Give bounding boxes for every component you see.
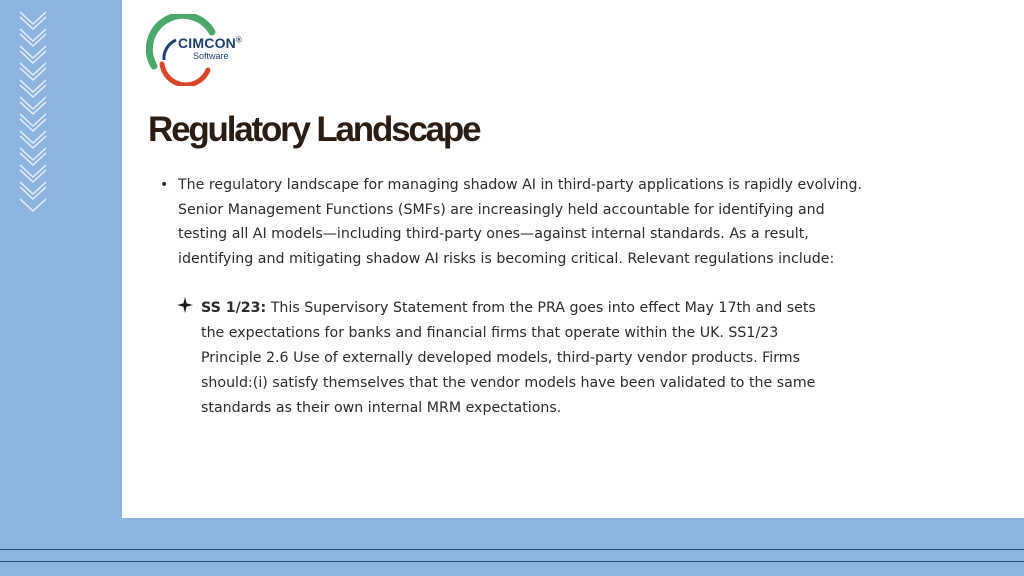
regulation-description: This Supervisory Statement from the PRA goes into effect May 17th and sets the expectations for banks and financial firms that operate within the UK. SS1/23 Principle 2.6 Use of externally developed models, third-party vendor products. Firms should:(i) satisfy themselves that the vendor models have been validated to the same standards as their own internal MRM expectations.	[201, 300, 816, 416]
bullet-marker: •	[160, 177, 169, 193]
logo-subtitle: Software	[193, 51, 229, 61]
intro-paragraph: The regulatory landscape for managing shadow AI in third-party applications is rapidly evolving. Senior Management Functions (SMFs) are increasingly held accountable for identifying and testing all AI models—including third-party ones—against internal standards. As a result, identifying and mitigating shadow AI risks is becoming critical. Relevant regulations include:	[178, 177, 863, 267]
bottom-divider-line	[0, 549, 1024, 550]
regulation-label: SS 1/23:	[201, 300, 267, 316]
logo-brand-text: CIMCON®	[178, 35, 243, 51]
bottom-divider-line-2	[0, 561, 1024, 562]
left-accent-band	[0, 0, 122, 576]
regulation-item	[201, 296, 841, 421]
chevron-pattern-icon	[18, 10, 48, 215]
four-point-star-icon	[177, 297, 193, 313]
bottom-accent-band	[0, 518, 1024, 576]
slide-title: Regulatory Landscape	[148, 110, 480, 149]
